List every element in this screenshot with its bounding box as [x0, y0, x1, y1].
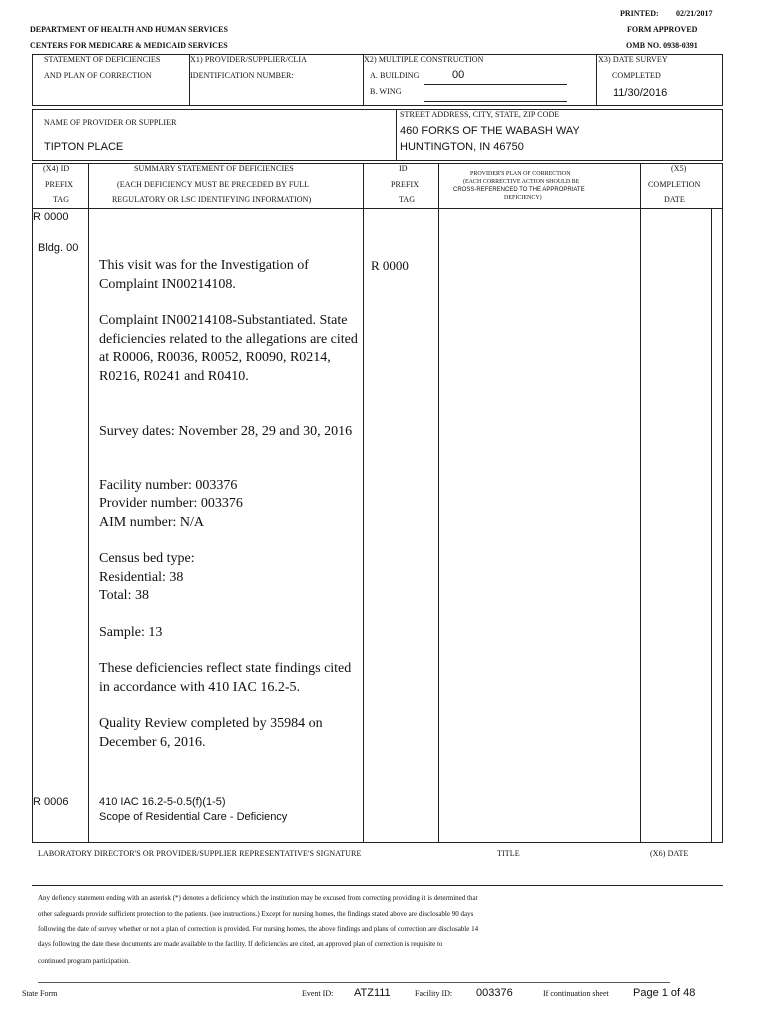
signature-label: LABORATORY DIRECTOR'S OR PROVIDER/SUPPLIER REPRESENTATIVE'S SIGNATURE — [38, 849, 362, 858]
summary-paragraph: This visit was for the Investigation of Complaint IN00214108. — [99, 258, 309, 292]
wing-label: B. WING — [370, 87, 402, 96]
col-x5-2: COMPLETION — [648, 180, 701, 189]
col-x4-1: (X4) ID — [43, 164, 70, 173]
provider-box — [32, 109, 723, 161]
provider-name: TIPTON PLACE — [44, 141, 124, 153]
street-line-1: 460 FORKS OF THE WABASH WAY — [400, 125, 580, 137]
regulation-title: Scope of Residential Care - Deficiency — [99, 811, 288, 823]
footer-state-form: State Form — [22, 989, 58, 998]
col-plan-1: PROVIDER'S PLAN OF CORRECTION — [470, 171, 571, 177]
prefix-tag-r0006: R 0006 — [33, 796, 69, 808]
col-x4-2: PREFIX — [45, 180, 74, 189]
x3-label-2: COMPLETED — [612, 71, 661, 80]
id-tag-r0000: R 0000 — [371, 258, 409, 273]
col-x5-1: (X5) — [671, 164, 687, 173]
disclaimer-line: days following the date these documents are made available to the facility. If deficiencies are cited, an approved plan of correction is requisite to — [38, 940, 443, 948]
x1-label-1: X1) PROVIDER/SUPPLIER/CLIA — [190, 55, 308, 64]
summary-paragraph: Sample: 13 — [99, 625, 163, 640]
col-summary-2: (EACH DEFICIENCY MUST BE PRECEDED BY FULL — [117, 180, 310, 189]
summary-paragraph: Survey dates: November 28, 29 and 30, 2016 — [99, 424, 353, 439]
summary-paragraph: Census bed type: — [99, 551, 195, 566]
col-plan-3: CROSS-REFERENCED TO THE APPROPRIATE — [453, 187, 585, 193]
col-x5-3: DATE — [664, 195, 685, 204]
date-label: (X6) DATE — [650, 849, 689, 858]
omb-number: OMB NO. 0938-0391 — [626, 41, 698, 50]
col-x4-3: TAG — [53, 195, 70, 204]
x1-label-2: IDENTIFICATION NUMBER: — [190, 71, 294, 80]
disclaimer-line: Any defiency statement ending with an asterisk (*) denotes a deficiency which the institution may be excused from correcting providing it is determined that — [38, 894, 478, 902]
summary-paragraph: Complaint IN00214108-Substantiated. State deficiencies related to the allegations are cited at R0006, R0036, R0052, R0090, R0214, R0216, R0241 and R0410. — [99, 313, 358, 384]
building-value: 00 — [452, 69, 465, 81]
printed-label: PRINTED: — [620, 9, 659, 18]
building-label: A. BUILDING — [370, 71, 420, 80]
col-id-3: TAG — [399, 195, 416, 204]
regulation-citation: 410 IAC 16.2-5-0.5(f)(1-5) — [99, 796, 226, 808]
footer-facility-value: 003376 — [476, 987, 513, 999]
summary-paragraph: Quality Review completed by 35984 on December 6, 2016. — [99, 716, 323, 750]
col-plan-4: DEFICIENCY) — [504, 195, 542, 201]
printed-date: 02/21/2017 — [676, 9, 713, 18]
footer-continuation: If continuation sheet — [543, 989, 609, 998]
footer-page-number: Page 1 of 48 — [633, 987, 696, 999]
building-tag: Bldg. 00 — [38, 242, 79, 254]
department-heading: DEPARTMENT OF HEALTH AND HUMAN SERVICES — [30, 25, 228, 34]
x3-label-1: X3) DATE SURVEY — [598, 55, 668, 64]
provider-name-label: NAME OF PROVIDER OR SUPPLIER — [44, 118, 177, 127]
disclaimer-line: continued program participation. — [38, 957, 130, 965]
disclaimer-line: following the date of survey whether or not a plan of correction is provided. For nursing homes, the above findings and plans of correction are disclosable 14 — [38, 925, 479, 933]
statement-label-2: AND PLAN OF CORRECTION — [44, 71, 152, 80]
title-label: TITLE — [497, 849, 520, 858]
disclaimer-line: other safeguards provide sufficient protection to the patients. (see instructions.) Except for nursing homes, the findings stated above are disclosable 90 days — [38, 910, 474, 918]
col-plan-2: (EACH CORRECTIVE ACTION SHOULD BE — [463, 179, 580, 185]
street-label: STREET ADDRESS, CITY, STATE, ZIP CODE — [400, 110, 560, 119]
prefix-tag-r0000: R 0000 — [33, 211, 69, 223]
statement-label-1: STATEMENT OF DEFICIENCIES — [44, 55, 161, 64]
footer-event-label: Event ID: — [302, 989, 334, 998]
footer-event-value: ATZ111 — [354, 987, 391, 999]
survey-completed-date: 11/30/2016 — [613, 87, 668, 99]
col-summary-3: REGULATORY OR LSC IDENTIFYING INFORMATION) — [112, 195, 312, 204]
summary-paragraph: Total: 38 — [99, 588, 149, 603]
street-line-2: HUNTINGTON, IN 46750 — [400, 141, 524, 153]
summary-paragraph: Provider number: 003376 — [99, 496, 243, 511]
summary-paragraph: Residential: 38 — [99, 570, 184, 585]
x2-label: X2) MULTIPLE CONSTRUCTION — [364, 55, 484, 64]
footer-facility-label: Facility ID: — [415, 989, 453, 998]
col-id-1: ID — [399, 164, 408, 173]
col-summary-1: SUMMARY STATEMENT OF DEFICIENCIES — [134, 164, 294, 173]
col-id-2: PREFIX — [391, 180, 420, 189]
summary-paragraph: These deficiencies reflect state findings cited in accordance with 410 IAC 16.2-5. — [99, 661, 352, 695]
form-approved: FORM APPROVED — [627, 25, 698, 34]
summary-paragraph: Facility number: 003376 — [99, 478, 238, 493]
summary-paragraph: AIM number: N/A — [99, 515, 204, 530]
centers-heading: CENTERS FOR MEDICARE & MEDICAID SERVICES — [30, 41, 228, 50]
